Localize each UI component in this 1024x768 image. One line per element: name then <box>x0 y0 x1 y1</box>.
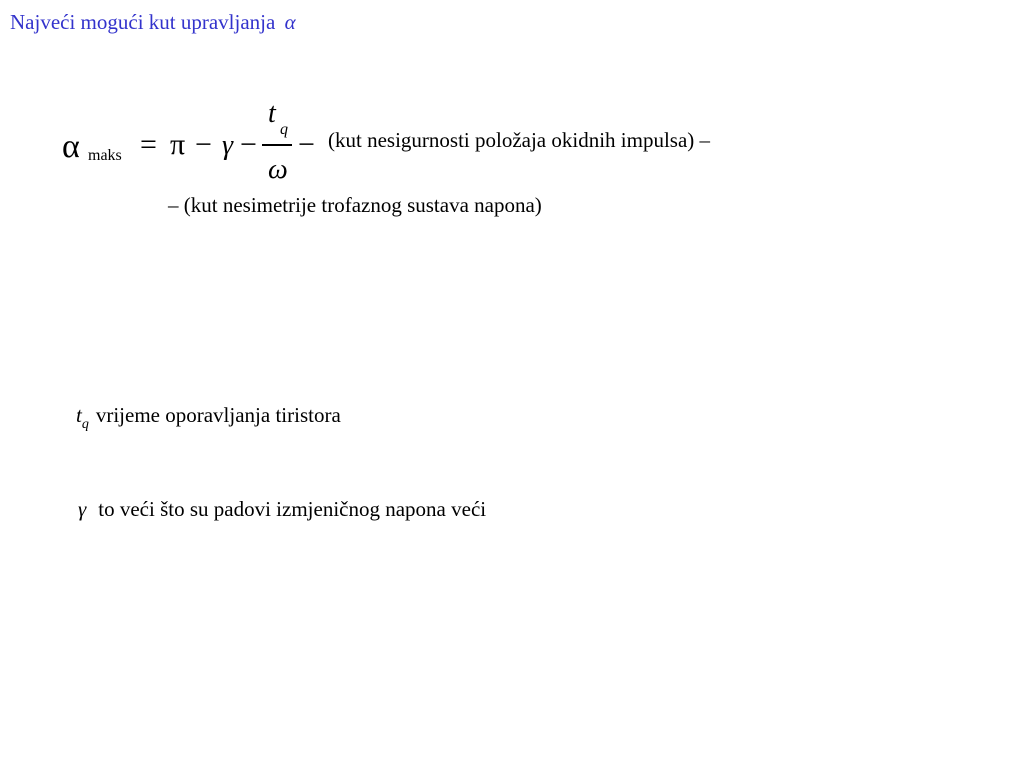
formula-pi: π <box>170 128 186 161</box>
definition-gamma-symbol: γ <box>78 497 87 521</box>
definition-gamma <box>76 497 486 522</box>
formula-term-asymmetry: – (kut nesimetrije trofaznog sustava napona) <box>168 193 542 217</box>
title-alpha-symbol: α <box>284 10 296 34</box>
formula-minus-3: − <box>298 128 315 161</box>
formula-equals: = <box>140 128 157 161</box>
slide-title-text: Najveći mogući kut upravljanja <box>10 10 276 34</box>
formula-minus-2: − <box>240 128 257 161</box>
definition-tq-symbol: t <box>76 403 82 427</box>
definition-tq-subscript: q <box>81 417 89 432</box>
max-angle-formula <box>62 100 822 195</box>
formula-minus-1: − <box>195 128 212 161</box>
formula-gamma: γ <box>222 130 234 161</box>
definition-gamma-text: to veći što su padovi izmjeničnog napona veći <box>98 497 487 521</box>
definition-tq-text: vrijeme oporavljanja tiristora <box>95 403 341 427</box>
slide-title <box>10 10 296 35</box>
definition-tq <box>76 403 341 432</box>
formula-term-firing-uncertainty: (kut nesigurnosti položaja okidnih impulsa) – <box>328 128 711 152</box>
fraction-denominator-omega: ω <box>268 154 288 185</box>
formula-subscript-maks: maks <box>88 147 122 164</box>
fraction-numerator-t: t <box>268 98 276 129</box>
formula-alpha: α <box>62 128 80 165</box>
fraction-numerator-subscript-q: q <box>280 121 288 138</box>
fraction-bar <box>262 144 292 146</box>
